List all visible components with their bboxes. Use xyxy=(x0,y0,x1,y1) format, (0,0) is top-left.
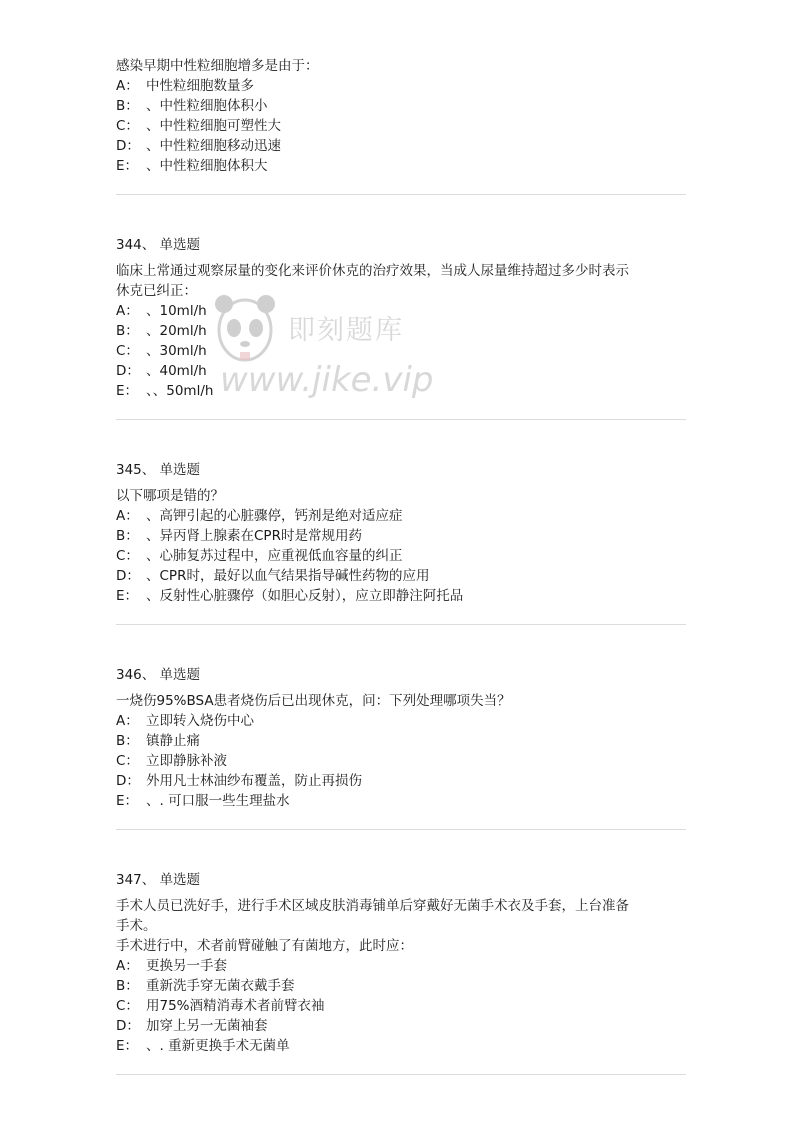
option-c[interactable] xyxy=(116,116,686,136)
option-c[interactable] xyxy=(116,546,686,566)
option-a[interactable] xyxy=(116,506,686,526)
option-text: 加穿上另一无菌袖套 xyxy=(146,1018,268,1034)
option-d[interactable] xyxy=(116,361,686,381)
option-key: B： xyxy=(116,323,139,339)
option-key: C： xyxy=(116,998,139,1014)
option-text: 中性粒细胞数量多 xyxy=(146,78,254,94)
option-e[interactable] xyxy=(116,791,686,811)
option-text: 、心肺复苏过程中，应重视低血容量的纠正 xyxy=(146,548,403,564)
option-text: 、20ml/h xyxy=(146,323,207,339)
option-a[interactable] xyxy=(116,301,686,321)
option-text: 、30ml/h xyxy=(146,343,207,359)
option-key: B： xyxy=(116,528,139,544)
option-key: A： xyxy=(116,958,139,974)
option-text: 、中性粒细胞可塑性大 xyxy=(146,118,281,134)
option-key: C： xyxy=(116,548,139,564)
question-text: 休克已纠正： xyxy=(116,283,197,299)
option-text: 立即静脉补液 xyxy=(146,753,227,769)
option-text: 、反射性心脏骤停（如胆心反射），应立即静注阿托品 xyxy=(146,588,464,604)
option-b[interactable] xyxy=(116,731,686,751)
option-c[interactable] xyxy=(116,751,686,771)
option-text: 重新洗手穿无菌衣戴手套 xyxy=(146,978,295,994)
question-text: 一烧伤95%BSA患者烧伤后已出现休克，问：下列处理哪项失当？ xyxy=(116,693,511,709)
option-b[interactable] xyxy=(116,976,686,996)
question-346 xyxy=(116,665,686,830)
option-text: 、10ml/h xyxy=(146,303,207,319)
question-text: 感染早期中性粒细胞增多是由于： xyxy=(116,58,319,74)
option-key: E： xyxy=(116,588,139,604)
option-key: A： xyxy=(116,303,139,319)
option-e[interactable] xyxy=(116,156,686,176)
option-a[interactable] xyxy=(116,76,686,96)
option-text: 外用凡士林油纱布覆盖，防止再损伤 xyxy=(146,773,362,789)
option-text: 、. 重新更换手术无菌单 xyxy=(146,1038,290,1054)
option-c[interactable] xyxy=(116,996,686,1016)
option-c[interactable] xyxy=(116,341,686,361)
option-key: B： xyxy=(116,733,139,749)
option-b[interactable] xyxy=(116,321,686,341)
option-b[interactable] xyxy=(116,96,686,116)
question-text: 手术进行中，术者前臂碰触了有菌地方，此时应： xyxy=(116,938,413,954)
question-text: 手术。 xyxy=(116,918,157,934)
option-key: D： xyxy=(116,1018,140,1034)
question-header: 344、 单选题 xyxy=(116,237,201,253)
option-key: B： xyxy=(116,98,139,114)
question-text: 临床上常通过观察尿量的变化来评价休克的治疗效果，当成人尿量维持超过多少时表示 xyxy=(116,263,629,279)
option-key: A： xyxy=(116,713,139,729)
option-key: E： xyxy=(116,793,139,809)
question-345 xyxy=(116,460,686,625)
question-347 xyxy=(116,870,686,1075)
option-text: 镇静止痛 xyxy=(146,733,200,749)
option-text: 、中性粒细胞体积大 xyxy=(146,158,268,174)
option-d[interactable] xyxy=(116,136,686,156)
question-header: 345、 单选题 xyxy=(116,462,201,478)
option-key: D： xyxy=(116,363,140,379)
document-page xyxy=(116,56,686,1115)
option-d[interactable] xyxy=(116,566,686,586)
option-key: C： xyxy=(116,118,139,134)
option-key: D： xyxy=(116,568,140,584)
watermark-url: www.jike.vip xyxy=(220,360,434,400)
option-key: D： xyxy=(116,773,140,789)
option-e[interactable] xyxy=(116,1036,686,1056)
option-text: 、异丙肾上腺素在CPR时是常规用药 xyxy=(146,528,362,544)
option-key: E： xyxy=(116,383,139,399)
question-text: 手术人员已洗好手，进行手术区域皮肤消毒铺单后穿戴好无菌手术衣及手套，上台准备 xyxy=(116,898,629,914)
question-344 xyxy=(116,235,686,420)
option-e[interactable] xyxy=(116,381,686,401)
option-e[interactable] xyxy=(116,586,686,606)
option-text: 、CPR时，最好以血气结果指导碱性药物的应用 xyxy=(146,568,430,584)
question-343 xyxy=(116,56,686,195)
option-text: 、40ml/h xyxy=(146,363,207,379)
question-header: 347、 单选题 xyxy=(116,872,201,888)
option-key: E： xyxy=(116,158,139,174)
option-key: D： xyxy=(116,138,140,154)
question-text: 以下哪项是错的？ xyxy=(116,488,224,504)
option-text: 、中性粒细胞体积小 xyxy=(146,98,268,114)
option-a[interactable] xyxy=(116,956,686,976)
option-b[interactable] xyxy=(116,526,686,546)
option-d[interactable] xyxy=(116,1016,686,1036)
watermark-brand: 即刻题库 xyxy=(288,315,404,346)
option-text: 用75%酒精消毒术者前臂衣袖 xyxy=(146,998,325,1014)
option-key: B： xyxy=(116,978,139,994)
option-key: E： xyxy=(116,1038,139,1054)
option-a[interactable] xyxy=(116,711,686,731)
option-text: 、、50ml/h xyxy=(146,383,214,399)
option-key: C： xyxy=(116,753,139,769)
option-key: C： xyxy=(116,343,139,359)
option-text: 立即转入烧伤中心 xyxy=(146,713,254,729)
option-text: 、高钾引起的心脏骤停，钙剂是绝对适应症 xyxy=(146,508,403,524)
question-header: 346、 单选题 xyxy=(116,667,201,683)
option-key: A： xyxy=(116,78,139,94)
option-text: 、. 可口服一些生理盐水 xyxy=(146,793,290,809)
option-d[interactable] xyxy=(116,771,686,791)
option-text: 更换另一手套 xyxy=(146,958,227,974)
option-key: A： xyxy=(116,508,139,524)
option-text: 、中性粒细胞移动迅速 xyxy=(146,138,281,154)
